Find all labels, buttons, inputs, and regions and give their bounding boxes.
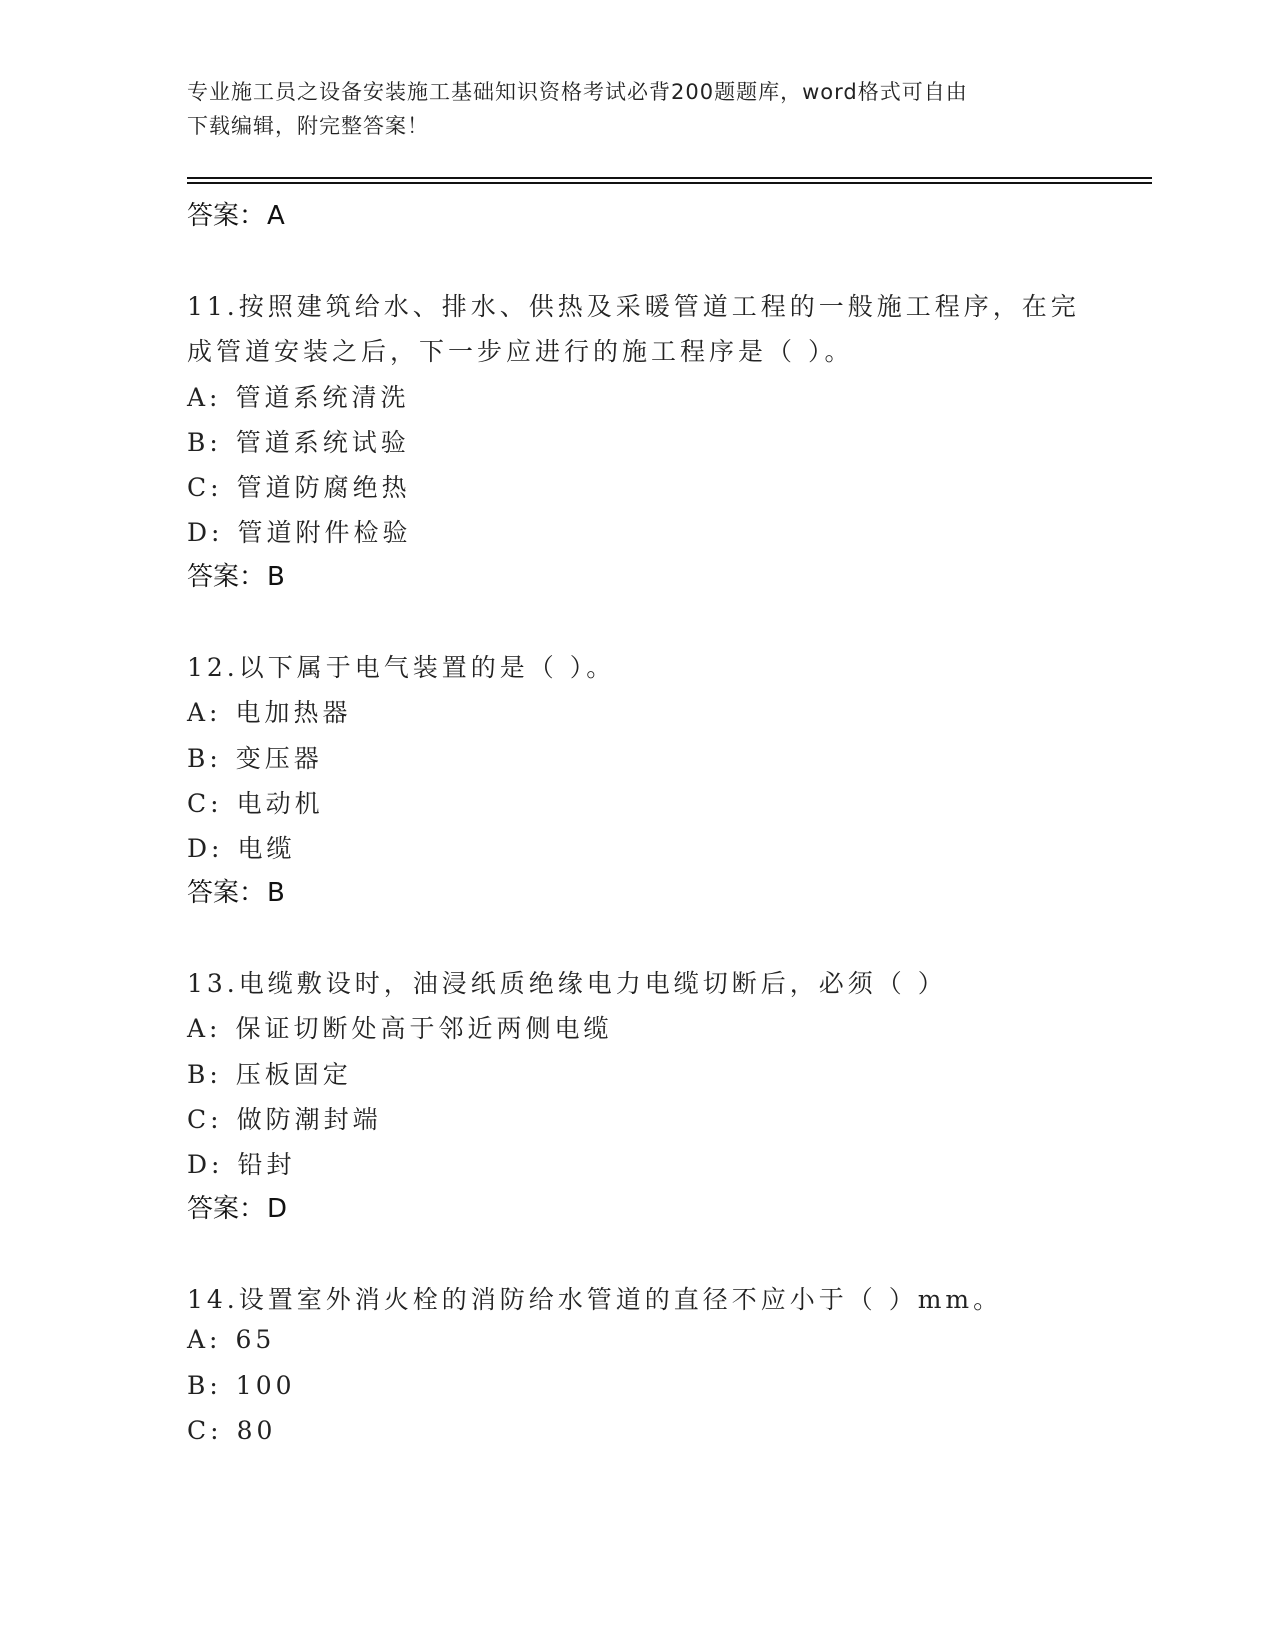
question-14-line-1: 14.设置室外消火栓的消防给水管道的直径不应小于（ ）mm。	[187, 1285, 1003, 1314]
answer-value: B	[267, 562, 285, 592]
option-text: 80	[236, 1416, 277, 1445]
document-header-line-1: 专业施工员之设备安装施工基础知识资格考试必背200题题库，word格式可自由	[187, 80, 968, 104]
option-key: B:	[187, 1371, 222, 1400]
option-text: 变压器	[235, 744, 323, 773]
question-13-option-a	[187, 1009, 613, 1045]
question-14-option-a	[187, 1325, 275, 1354]
question-12-option-d	[187, 829, 295, 865]
header-rule-bottom	[187, 182, 1152, 184]
question-11-answer	[187, 556, 285, 593]
answer-label: 答案：	[187, 562, 266, 592]
option-key: D:	[187, 518, 224, 547]
option-key: B:	[187, 428, 222, 457]
option-text: 铅封	[237, 1150, 296, 1179]
question-14-option-b	[187, 1371, 296, 1400]
option-key: D:	[187, 1150, 224, 1179]
answer-label: 答案：	[187, 878, 266, 908]
question-11-line-1: 11.按照建筑给水、排水、供热及采暖管道工程的一般施工程序，在完	[187, 292, 1080, 321]
option-key: B:	[187, 1060, 222, 1089]
header-rule-top	[187, 177, 1152, 179]
option-text: 管道系统清洗	[235, 383, 410, 412]
option-text: 65	[235, 1325, 276, 1354]
option-text: 压板固定	[235, 1060, 352, 1089]
option-key: A:	[187, 1325, 222, 1354]
answer-label: 答案：	[187, 1194, 266, 1224]
option-text: 管道系统试验	[235, 428, 410, 457]
option-key: C:	[187, 1105, 223, 1134]
document-header-line-2: 下载编辑，附完整答案！	[187, 114, 429, 138]
question-13-option-b	[187, 1055, 352, 1091]
option-text: 电缆	[237, 834, 296, 863]
question-13-option-d	[187, 1145, 295, 1181]
question-12-answer	[187, 872, 285, 909]
option-key: D:	[187, 834, 224, 863]
answer-label: 答案：	[187, 201, 266, 231]
question-13-option-c	[187, 1100, 382, 1136]
question-11-option-c	[187, 468, 411, 504]
option-text: 电动机	[236, 789, 324, 818]
question-13-line-1: 13.电缆敷设时，油浸纸质绝缘电力电缆切断后，必须（ ）	[187, 969, 947, 998]
answer-line	[187, 195, 285, 232]
option-key: A:	[187, 383, 222, 412]
option-key: C:	[187, 1416, 223, 1445]
answer-value: A	[267, 201, 285, 231]
option-text: 电加热器	[235, 698, 352, 727]
option-key: C:	[187, 473, 223, 502]
question-11-option-b	[187, 423, 410, 459]
question-12-option-c	[187, 784, 324, 820]
question-11-line-2: 成管道安装之后，下一步应进行的施工程序是（ ）。	[187, 337, 854, 366]
question-11-option-a	[187, 378, 410, 414]
option-text: 管道防腐绝热	[236, 473, 411, 502]
option-key: A:	[187, 698, 222, 727]
question-14-option-c	[187, 1416, 276, 1445]
option-key: B:	[187, 744, 222, 773]
option-text: 做防潮封端	[236, 1105, 382, 1134]
option-key: C:	[187, 789, 223, 818]
option-text: 管道附件检验	[237, 518, 412, 547]
question-12-option-b	[187, 739, 323, 775]
answer-value: B	[267, 878, 285, 908]
option-text: 保证切断处高于邻近两侧电缆	[235, 1014, 613, 1043]
answer-value: D	[267, 1194, 288, 1224]
option-text: 100	[235, 1371, 296, 1400]
question-11-option-d	[187, 513, 411, 549]
question-12-line-1: 12.以下属于电气装置的是（ ）。	[187, 653, 616, 682]
option-key: A:	[187, 1014, 222, 1043]
question-12-option-a	[187, 693, 352, 729]
question-13-answer	[187, 1188, 287, 1225]
